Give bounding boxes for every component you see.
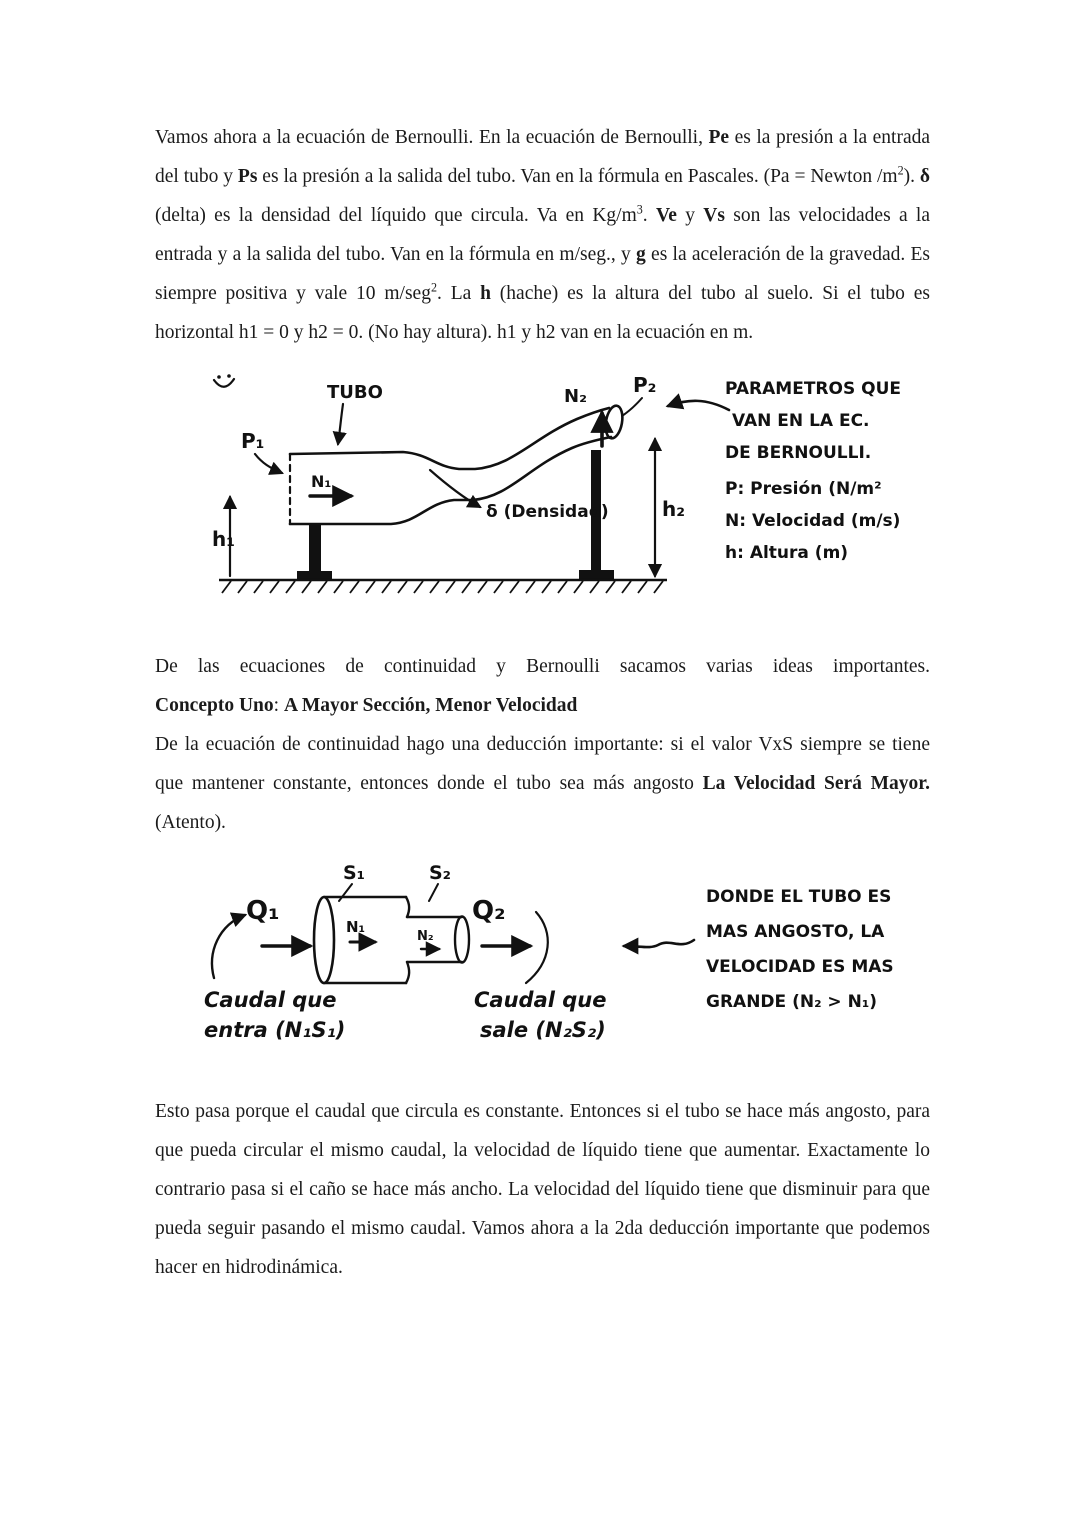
note-line-3: VELOCIDAD ES MAS (706, 957, 894, 977)
label-h2: h₂ (662, 497, 685, 521)
s1-leader (339, 884, 352, 901)
label-s2: S₂ (429, 862, 452, 884)
label-tubo: TUBO (327, 382, 383, 403)
note-pointer-arrow (668, 401, 729, 410)
note-line-4: P: Presión (N/m² (725, 479, 882, 499)
label-h1: h₁ (212, 527, 235, 551)
label-p2: P₂ (633, 373, 657, 397)
tubo-arrow (338, 404, 343, 444)
note-line-5: N: Velocidad (m/s) (725, 511, 901, 531)
densidad-leader-arrow (430, 470, 480, 507)
concept-heading: Concepto Uno: A Mayor Sección, Menor Velocidad (155, 695, 578, 716)
note-line-2: MAS ANGOSTO, LA (706, 922, 885, 942)
figure-continuity-diagram (200, 862, 930, 1067)
smiley-doodle-icon (214, 374, 234, 387)
label-n1: N₁ (346, 918, 366, 936)
continuity-tube-sketch (200, 862, 910, 1067)
figure-bernoulli-diagram (205, 366, 930, 611)
caudal-entra-line-2: entra (N₁S₁) (204, 1018, 346, 1042)
label-s1: S₁ (343, 862, 366, 884)
label-n2: N₂ (417, 929, 434, 944)
annotation-arrows (212, 884, 694, 983)
paragraph-caudal-explanation: Esto pasa porque el caudal que circula es constante. Entonces si el tubo se hace más angosto, para que pueda circular el mismo caudal, la velocidad de líquido tiene que aumentar. Exactamente lo contrario pasa si el caño se hace más ancho. La velocidad del líquido tiene que disminuir para que pueda seguir pasando el mismo caudal. Vamos ahora a la 2da deducción importante que podemos hacer en hidrodinámica. (155, 1101, 930, 1278)
label-q2: Q₂ (472, 896, 506, 926)
paragraph-ideas: De las ecuaciones de continuidad y Bernoulli sacamos varias ideas importantes. (155, 656, 930, 677)
caudal-entra-leader-arrow (212, 915, 245, 978)
s2-leader (429, 884, 438, 901)
bernoulli-tube-sketch (205, 366, 910, 611)
note-line-4: GRANDE (N₂ > N₁) (706, 992, 878, 1012)
caudal-entra-line-1: Caudal que (204, 988, 337, 1012)
note-line-2: VAN EN LA EC. (732, 411, 870, 431)
note-line-1: DONDE EL TUBO ES (706, 887, 892, 907)
caudal-sale-line-1: Caudal que (474, 988, 607, 1012)
label-n1: N₁ (311, 472, 332, 491)
p2-leader (622, 398, 642, 416)
concept-block (155, 647, 930, 842)
caudal-sale-line-2: sale (N₂S₂) (480, 1018, 606, 1042)
label-p1: P₁ (241, 429, 265, 453)
label-q1: Q₁ (246, 896, 280, 926)
p1-leader-arrow (255, 454, 282, 473)
label-densidad: δ (Densidad) (486, 502, 609, 522)
ground-hatching (219, 580, 667, 593)
note-line-6: h: Altura (m) (725, 543, 849, 563)
note-line-1: PARAMETROS QUE (725, 379, 902, 399)
paragraph-bernoulli-intro: Vamos ahora a la ecuación de Bernoulli. En la ecuación de Bernoulli, Pe es la presión a la entrada del tubo y Ps es la presión a la salida del tubo. Van en la fórmula en Pascales. (Pa = Newton $/m^2$). δ (delta) es la densidad del líquido que circula. Va en $Kg/m^3$. Ve y Vs son las velocidades a la entrada y a la salida del tubo. Van en la fórmula en m/seg., y g es la aceleración de la gravedad. Es siempre positiva y vale 10 m/seg$^2$. La h (hache) es la altura del tubo al suelo. Si el tubo es horizontal h1 = 0 y h2 = 0. (No hay altura). h1 y h2 van en la ecuación en m. (155, 127, 931, 343)
paragraph-deduction: De la ecuación de continuidad hago una deducción importante: si el valor VxS siempre se tiene que mantener constante, entonces donde el tubo sea más angosto La Velocidad Será Mayor. (Atento). (155, 734, 930, 833)
annotation-arrows (230, 398, 729, 576)
label-n2: N₂ (564, 386, 587, 407)
tube-outline (314, 897, 469, 983)
note-line-3: DE BERNOULLI. (725, 443, 872, 463)
note-pointer-arrow (624, 940, 694, 947)
